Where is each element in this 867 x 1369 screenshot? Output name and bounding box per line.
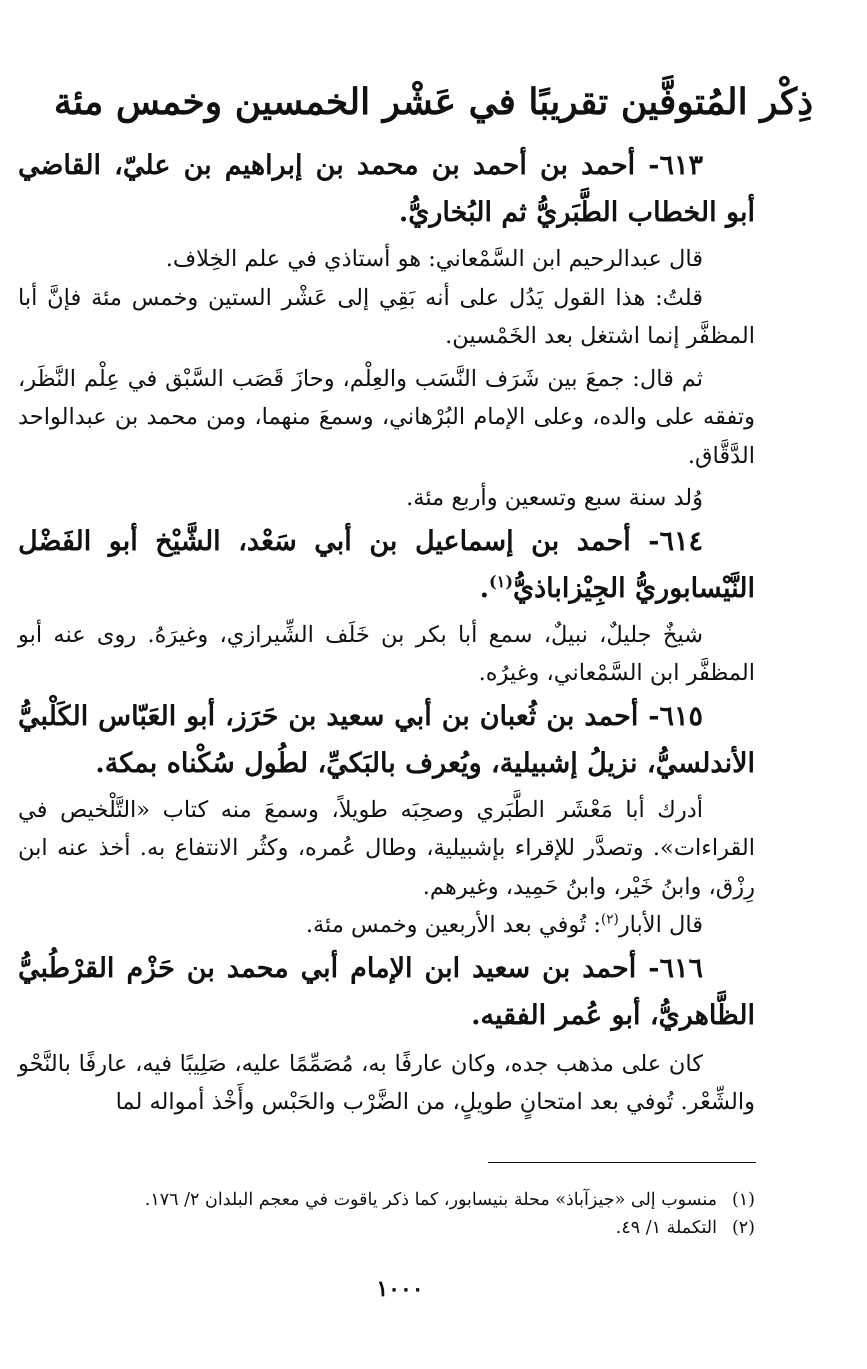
entry-614-paragraph-1: شيخٌ جليلٌ، نبيلٌ، سمع أبا بكر بن خَلَف الشِّيرازي، وغيرَهُ. روى عنه أبو المظفَّر ابن السَّمْعاني، وغيرُه. [18, 621, 755, 686]
footnote-2-text: التكملة ١/ ٤٩. [615, 1218, 717, 1238]
entry-614-title-text: ٦١٤- أحمد بن إسماعيل بن أبي سَعْد، الشَّيْخ أبو الفَضْل النَّيْسابوريُّ الجِيْزاباذيُّ [18, 525, 755, 604]
page-number: ١٠٠٠ [376, 1276, 424, 1302]
entry-613-paragraph-4: وُلد سنة سبع وتسعين وأربع مئة. [406, 485, 703, 511]
footnote-ref-1: (١) [488, 571, 514, 591]
footnote-2 [20, 1214, 755, 1242]
entry-615-quote-prefix: قال الأبار [618, 912, 703, 938]
entry-616-title: ٦١٦- أحمد بن سعيد ابن الإمام أبي محمد بن حَزْم القرْطُبيُّ الظَّاهريُّ، أبو عُمر الفقيه. [18, 952, 755, 1031]
main-text [18, 142, 755, 1122]
footnote-1-number: (١) [731, 1190, 755, 1210]
footnote-2-number: (٢) [731, 1218, 755, 1238]
entry-615-quote-text: : تُوفي بعد الأربعين وخمس مئة. [305, 912, 601, 938]
entry-613-paragraph-1: قال عبدالرحيم ابن السَّمْعاني: هو أستاذي في علم الخِلاف. [165, 246, 703, 272]
entry-613-paragraph-2: قلتُ: هذا القول يَدُل على أنه بَقِي إلى عَشْر الستين وخمس مئة فإنَّ أبا المظفَّر إنما اشتغل بعد الخَمْسين. [18, 284, 755, 349]
entry-614-title [18, 518, 755, 612]
entry-613-title: ٦١٣- أحمد بن أحمد بن محمد بن إبراهيم بن عليّ، القاضي أبو الخطاب الطَّبَريُّ ثم البُخاريُّ. [18, 150, 755, 228]
section-heading: ذِكْر المُتوفَّين تقريبًا في عَشْر الخمسين وخمس مئة [53, 81, 814, 123]
footnotes [20, 1186, 755, 1242]
footnote-1 [20, 1186, 755, 1214]
footnote-divider [488, 1162, 756, 1163]
footnote-ref-2: (٢) [600, 911, 619, 928]
entry-615-title: ٦١٥- أحمد بن ثُعبان بن أبي سعيد بن حَرَز، أبو العَبّاس الكَلْبيُّ الأندلسيُّ، نزيلُ إشبيلية، ويُعرف بالبَكيِّ، لطُول سُكْناه بمكة. [18, 700, 755, 779]
entry-613-paragraph-3: ثم قال: جمعَ بين شَرَف النَّسَب والعِلْم، وحازَ قَصَب السَّبْق في عِلْم النَّظَر، وتفقه على والده، وعلى الإمام البُرْهاني، وسمعَ منهما، ومن محمد بن عبدالواحد الدَّقَّاق. [18, 365, 755, 469]
entry-615-quote [18, 906, 755, 945]
entry-616-paragraph-1: كان على مذهب جده، وكان عارفًا به، مُصَمِّمًا عليه، صَلِيبًا فيه، عارفًا بالنَّحْو والشِّعْر. تُوفي بعد امتحانٍ طويلٍ، من الضَّرْب والحَبْس وأَخْذ أمواله لما [18, 1050, 755, 1115]
footnote-1-text: منسوب إلى «جيزآباذ» محلة بنيسابور، كما ذكر ياقوت في معجم البلدان ٢/ ١٧٦. [144, 1190, 717, 1210]
entry-614-title-end: . [479, 572, 489, 604]
entry-615-paragraph-1: أدرك أبا مَعْشَر الطَّبَري وصحِبَه طويلاً، وسمعَ منه كتاب «التَّلْخيص في القراءات». وتصدَّر للإقراء بإشبيلية، وطال عُمره، وكثُر الانتفاع به. أخذ عنه ابن رِزْق، وابنُ خَيْر، وابنُ حَمِيد، وغيرهم. [18, 796, 755, 900]
